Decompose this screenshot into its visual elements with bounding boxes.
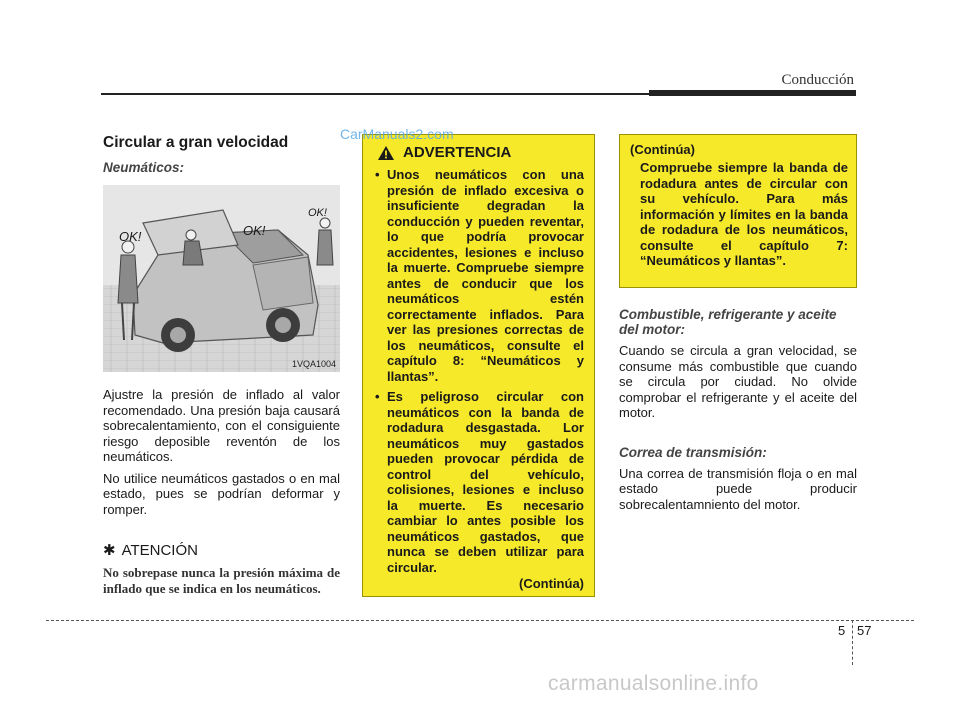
car-illustration	[103, 185, 340, 372]
watermark-top[interactable]: CarManuals2.com	[340, 126, 454, 142]
fluids-paragraph: Cuando se circula a gran velocidad, se consume más combustible que cuando se circula por ciudad. No olvide comprobar el refrigerante y el aceite del motor.	[619, 343, 857, 420]
ok-label-right: OK!	[308, 207, 327, 219]
attention-text: No sobrepase nunca la presión máxima de inflado que se indica en los neumáticos.	[103, 565, 340, 596]
warning-continues: (Continúa)	[519, 576, 584, 591]
watermark-bottom[interactable]: carmanualsonline.info	[548, 672, 759, 695]
attention-title: ATENCIÓN	[121, 541, 198, 559]
warning-item: • Unos neumáticos con una presión de inflado excesiva o insuficiente degradan la conducción y pueden reventar, lo que podría provocar accidentes, lesiones e incluso la muerte. Compruebe siempre antes de conducir que los neumáticos estén correctamente inflados. Para ver las presiones correctas de los neumáticos, consulte el capítulo 8: “Neumáticos y llantas”.	[375, 167, 584, 384]
continued-box	[619, 134, 857, 288]
continued-label: (Continúa)	[630, 142, 695, 157]
warning-triangle-icon	[377, 145, 395, 161]
tires-subheading: Neumáticos:	[103, 160, 185, 175]
page-number-divider	[852, 620, 853, 665]
warning-box	[362, 134, 595, 597]
attention-heading	[103, 541, 340, 559]
header-rule-thick	[649, 90, 856, 96]
right-column	[619, 307, 857, 518]
ok-label-left: OK!	[119, 229, 142, 244]
belt-paragraph: Una correa de transmisión floja o en mal estado puede producir sobrecalentamniento del motor.	[619, 465, 857, 512]
warning-item: • Es peligroso circular con neumáticos con la banda de rodadura desgastada. Lor neumáticos muy gastados pueden provocar pérdida de control del vehículo, colisiones, lesiones e incluso la muerte. Es necesario cambiar lo antes posible los neumáticos gastados, que nunca se deben utilizar para circular.	[375, 389, 584, 575]
ok-label-center: OK!	[243, 223, 266, 238]
belt-subheading: Correa de transmisión:	[619, 444, 767, 460]
warning-title: ADVERTENCIA	[403, 144, 512, 161]
footer-rule	[46, 620, 914, 621]
chapter-number: 5	[838, 623, 846, 638]
figure-code: 1VQA1004	[291, 359, 336, 369]
warning-list	[363, 167, 594, 575]
attention-star-icon: ✱	[103, 542, 116, 559]
section-title: Conducción	[781, 72, 854, 88]
tire-check-illustration	[103, 185, 340, 372]
left-column	[103, 134, 340, 596]
page-number: 57	[857, 623, 872, 638]
paragraph-worn-tires: No utilice neumáticos gastados o en mal estado, pues se podrían deformar y romper.	[103, 470, 340, 517]
continued-text: Compruebe siempre la banda de rodadura antes de circular con su vehículo. Para más información y límites en la banda de rodadura de los neumáticos, consulte el capítulo 7: “Neumáticos y llantas”.	[640, 160, 848, 268]
header-rule-thin	[101, 93, 649, 95]
section-heading: Circular a gran velocidad	[103, 134, 289, 151]
paragraph-pressure: Ajustre la presión de inflado al valor recomendado. Una presión baja causará sobrecalentamiento, con el consiguiente riesgo deposible reventón de los neumáticos.	[103, 387, 340, 464]
fluids-subheading: Combustible, refrigerante y aceite del motor:	[619, 307, 837, 337]
